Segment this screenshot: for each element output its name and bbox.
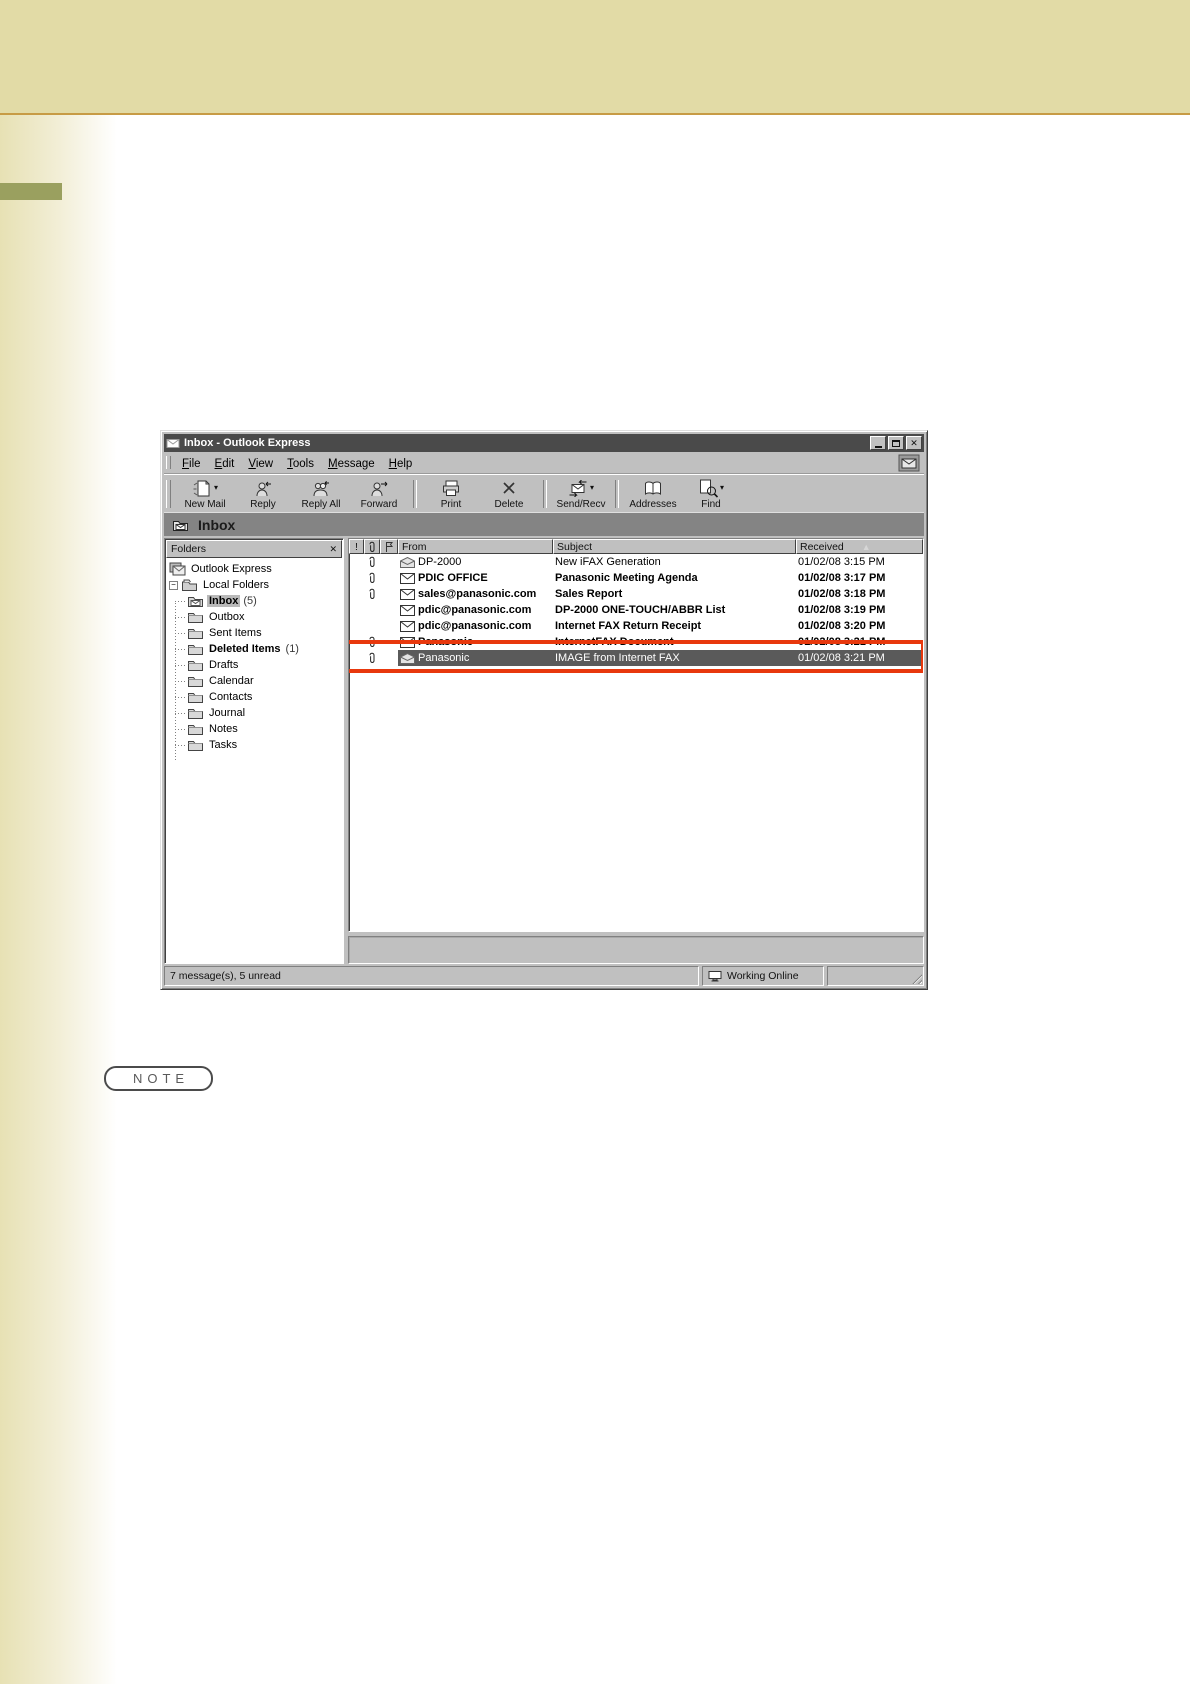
menu-help[interactable]: Help xyxy=(388,457,413,470)
envelope-open-icon xyxy=(400,653,415,664)
message-from xyxy=(398,586,553,602)
flag-cell xyxy=(380,650,398,666)
window-titlebar[interactable] xyxy=(164,434,924,452)
page-top-band xyxy=(0,0,1190,113)
sent-items-folder-icon xyxy=(187,626,204,640)
toolbar-separator xyxy=(615,480,619,508)
from-text: PDIC OFFICE xyxy=(418,572,488,584)
menu-edit[interactable]: Edit xyxy=(214,457,235,470)
subject-column-header[interactable]: Subject xyxy=(553,539,796,554)
computer-icon xyxy=(708,971,722,982)
paperclip-icon xyxy=(368,541,376,553)
inbox-folder-icon xyxy=(187,594,204,608)
folder-label: Calendar xyxy=(209,675,254,687)
envelope-closed-icon xyxy=(400,573,415,584)
folder-label: Tasks xyxy=(209,739,238,751)
envelope-closed-icon xyxy=(400,589,415,600)
sidebar-item-tasks[interactable] xyxy=(165,737,343,753)
toolbar-label: Reply xyxy=(250,498,276,510)
flag-cell xyxy=(380,618,398,634)
folder-label: Contacts xyxy=(209,691,253,703)
message-subject: InternetFAX Document xyxy=(555,636,674,648)
flag-cell xyxy=(380,586,398,602)
window-buttons xyxy=(870,436,922,450)
priority-cell xyxy=(349,586,364,602)
sidebar-item-notes[interactable] xyxy=(165,721,343,737)
sidebar-item-calendar[interactable] xyxy=(165,673,343,689)
notes-folder-icon xyxy=(187,722,204,736)
message-row[interactable] xyxy=(349,586,923,602)
message-subject: New iFAX Generation xyxy=(555,556,661,568)
addresses-icon xyxy=(643,480,663,497)
contacts-folder-icon xyxy=(187,690,204,704)
drafts-folder-icon xyxy=(187,658,204,672)
status-extra-panel xyxy=(827,966,924,986)
tree-connector xyxy=(175,665,185,666)
sidebar-item-sent-items[interactable] xyxy=(165,625,343,641)
tree-connector xyxy=(175,601,185,602)
flag-cell xyxy=(380,634,398,650)
tasks-folder-icon xyxy=(187,738,204,752)
delete-icon xyxy=(500,479,518,497)
toolbar-label: Delete xyxy=(494,498,524,510)
toolbar-label: Reply All xyxy=(301,498,341,510)
sidebar-item-contacts[interactable] xyxy=(165,689,343,705)
from-text: Panasonic xyxy=(418,652,470,664)
message-received: 01/02/08 3:21 PM xyxy=(796,650,923,666)
folder-label: Outbox xyxy=(209,611,245,623)
section-accent-bar xyxy=(0,183,62,200)
forward-icon xyxy=(369,479,389,498)
folders-pane-title: Folders xyxy=(171,543,207,555)
calendar-folder-icon xyxy=(187,674,204,688)
priority-cell xyxy=(349,570,364,586)
sidebar-item-journal[interactable] xyxy=(165,705,343,721)
sidebar-item-inbox[interactable] xyxy=(165,593,343,609)
tree-connector xyxy=(175,633,185,634)
tree-connector xyxy=(175,649,185,650)
message-list-pane xyxy=(348,538,924,932)
message-subject: IMAGE from Internet FAX xyxy=(553,650,796,666)
folder-label: Notes xyxy=(209,723,238,735)
from-text: Panasonic xyxy=(418,636,474,648)
status-message-count: 7 message(s), 5 unread xyxy=(164,966,699,986)
toolbar-find-button[interactable] xyxy=(682,476,740,511)
priority-cell xyxy=(349,602,364,618)
close-button[interactable]: ✕ xyxy=(906,436,922,450)
outlook-express-icon xyxy=(166,437,180,449)
toolbar-label: Print xyxy=(440,498,462,510)
toolbar-new-mail-button[interactable] xyxy=(176,476,234,511)
folders-pane xyxy=(164,538,344,964)
sidebar-item-outlook-express[interactable] xyxy=(165,561,343,577)
paperclip-icon xyxy=(364,634,380,650)
outlook-express-root-icon xyxy=(169,562,186,576)
flag-cell xyxy=(380,602,398,618)
envelope-closed-icon xyxy=(400,605,415,616)
tree-guide-line xyxy=(175,603,176,761)
message-row[interactable] xyxy=(349,554,923,570)
sidebar-item-outbox[interactable] xyxy=(165,609,343,625)
sidebar-item-local-folders[interactable] xyxy=(165,577,343,593)
tree-connector xyxy=(175,697,185,698)
toolbar xyxy=(164,474,924,512)
paperclip-icon xyxy=(364,554,380,570)
reply-icon xyxy=(253,479,273,498)
menu-grip[interactable] xyxy=(166,456,171,469)
inbox-banner-label: Inbox xyxy=(198,516,236,533)
folder-label: Deleted Items xyxy=(209,643,281,655)
toolbar-label: Addresses xyxy=(629,498,677,510)
toolbar-label: Forward xyxy=(360,498,398,510)
folder-label: Local Folders xyxy=(203,579,270,591)
maximize-button[interactable] xyxy=(888,436,904,450)
folder-tree xyxy=(165,559,343,963)
toolbar-forward-button[interactable] xyxy=(350,476,408,511)
journal-folder-icon xyxy=(187,706,204,720)
message-received: 01/02/08 3:18 PM xyxy=(798,588,886,600)
message-received: 01/02/08 3:17 PM xyxy=(798,572,886,584)
toolbar-print-button[interactable] xyxy=(422,476,480,511)
toolbar-label: New Mail xyxy=(184,498,226,510)
window-title: Inbox - Outlook Express xyxy=(184,437,311,449)
page-gold-rule xyxy=(0,113,1190,115)
dropdown-arrow-icon[interactable]: ▾ xyxy=(589,483,594,492)
tree-connector xyxy=(175,617,185,618)
from-text: DP-2000 xyxy=(418,556,462,568)
minimize-button[interactable] xyxy=(870,436,886,450)
unread-count: (1) xyxy=(285,643,299,655)
page-left-gradient xyxy=(0,115,130,1684)
message-row[interactable] xyxy=(349,650,923,666)
message-subject: Internet FAX Return Receipt xyxy=(555,620,702,632)
find-icon xyxy=(698,479,718,498)
reply-all-icon xyxy=(311,479,331,498)
message-subject: DP-2000 ONE-TOUCH/ABBR List xyxy=(555,604,726,616)
toolbar-label: Send/Recv xyxy=(556,498,606,510)
dropdown-arrow-icon[interactable]: ▾ xyxy=(719,483,724,492)
menu-view[interactable]: View xyxy=(248,457,274,470)
folder-label: Inbox xyxy=(209,595,239,607)
envelope-open-icon xyxy=(400,557,415,568)
outlook-express-window xyxy=(160,430,928,990)
flag-icon xyxy=(384,541,394,553)
dropdown-arrow-icon[interactable]: ▾ xyxy=(213,483,218,492)
priority-cell xyxy=(349,618,364,634)
message-from xyxy=(398,634,553,650)
new-mail-icon xyxy=(192,479,212,498)
folders-pane-header xyxy=(166,540,342,558)
flag-cell xyxy=(380,554,398,570)
send-recv-icon xyxy=(568,480,588,497)
message-rows xyxy=(349,554,923,666)
menu-tools[interactable]: Tools xyxy=(287,457,314,470)
menu-message[interactable]: Message xyxy=(327,457,375,470)
status-bar xyxy=(164,966,924,986)
message-subject: Panasonic Meeting Agenda xyxy=(555,572,698,584)
inbox-banner-icon xyxy=(172,518,189,532)
flag-cell xyxy=(380,570,398,586)
envelope-closed-icon xyxy=(400,637,415,648)
received-column-header[interactable]: Received ▲ xyxy=(796,539,923,554)
paperclip-icon xyxy=(364,650,380,666)
tree-connector xyxy=(175,729,185,730)
tree-connector xyxy=(175,745,185,746)
preview-pane-band xyxy=(348,936,924,964)
folder-label: Drafts xyxy=(209,659,239,671)
inbox-banner xyxy=(164,512,924,536)
from-text: pdic@panasonic.com xyxy=(418,620,532,632)
note-badge: NOTE xyxy=(104,1066,213,1091)
priority-column-header[interactable]: ! xyxy=(349,539,364,554)
from-text: pdic@panasonic.com xyxy=(418,604,532,616)
folder-label: Outlook Express xyxy=(191,563,272,575)
toolbar-delete-button[interactable] xyxy=(480,476,538,511)
paperclip-icon xyxy=(364,570,380,586)
message-received: 01/02/08 3:15 PM xyxy=(798,556,885,568)
toolbar-separator xyxy=(543,480,547,508)
toolbar-addresses-button[interactable] xyxy=(624,476,682,511)
paperclip-icon xyxy=(364,586,380,602)
sidebar-item-drafts[interactable] xyxy=(165,657,343,673)
from-column-header[interactable]: From xyxy=(398,539,553,554)
message-from xyxy=(398,554,553,570)
unread-count: (5) xyxy=(243,595,257,607)
sort-ascending-icon: ▲ xyxy=(861,541,871,552)
toolbar-grip[interactable] xyxy=(166,480,171,508)
tree-connector xyxy=(175,681,185,682)
priority-cell xyxy=(349,650,364,666)
menu-bar xyxy=(164,452,924,474)
attachment-cell xyxy=(364,618,380,634)
message-row[interactable] xyxy=(349,570,923,586)
priority-cell xyxy=(349,554,364,570)
local-folders-icon xyxy=(181,578,198,592)
deleted-items-folder-icon xyxy=(187,642,204,656)
tree-collapse-toggle[interactable]: − xyxy=(169,581,178,590)
print-icon xyxy=(441,480,461,497)
folders-close-icon[interactable]: ✕ xyxy=(329,543,337,554)
window-content xyxy=(164,538,924,964)
toolbar-send-recv-button[interactable] xyxy=(552,476,610,511)
message-from xyxy=(398,570,553,586)
outbox-folder-icon xyxy=(187,610,204,624)
message-received: 01/02/08 3:20 PM xyxy=(798,620,886,632)
toolbar-reply-all-button[interactable] xyxy=(292,476,350,511)
message-from xyxy=(398,650,553,666)
message-received: 01/02/08 3:21 PM xyxy=(798,636,886,648)
toolbar-reply-button[interactable] xyxy=(234,476,292,511)
priority-cell xyxy=(349,634,364,650)
message-from xyxy=(398,618,553,634)
attachment-column-header[interactable] xyxy=(364,539,380,554)
message-row[interactable] xyxy=(349,618,923,634)
outlook-express-logo-icon xyxy=(898,454,922,472)
from-text: sales@panasonic.com xyxy=(418,588,537,600)
tree-connector xyxy=(175,713,185,714)
resize-grip[interactable] xyxy=(910,972,922,984)
folder-label: Journal xyxy=(209,707,246,719)
attachment-cell xyxy=(364,602,380,618)
status-online: Working Online xyxy=(702,966,824,986)
sidebar-item-deleted-items[interactable] xyxy=(165,641,343,657)
menu-file[interactable]: File xyxy=(182,457,201,470)
toolbar-separator xyxy=(413,480,417,508)
message-row[interactable] xyxy=(349,634,923,650)
message-list-header xyxy=(349,539,923,554)
message-received: 01/02/08 3:19 PM xyxy=(798,604,886,616)
message-row[interactable] xyxy=(349,602,923,618)
folder-label: Sent Items xyxy=(209,627,262,639)
toolbar-label: Find xyxy=(701,498,721,510)
message-pane-column xyxy=(348,538,924,964)
message-from xyxy=(398,602,553,618)
flag-column-header[interactable] xyxy=(380,539,398,554)
message-subject: Sales Report xyxy=(555,588,623,600)
envelope-closed-icon xyxy=(400,621,415,632)
